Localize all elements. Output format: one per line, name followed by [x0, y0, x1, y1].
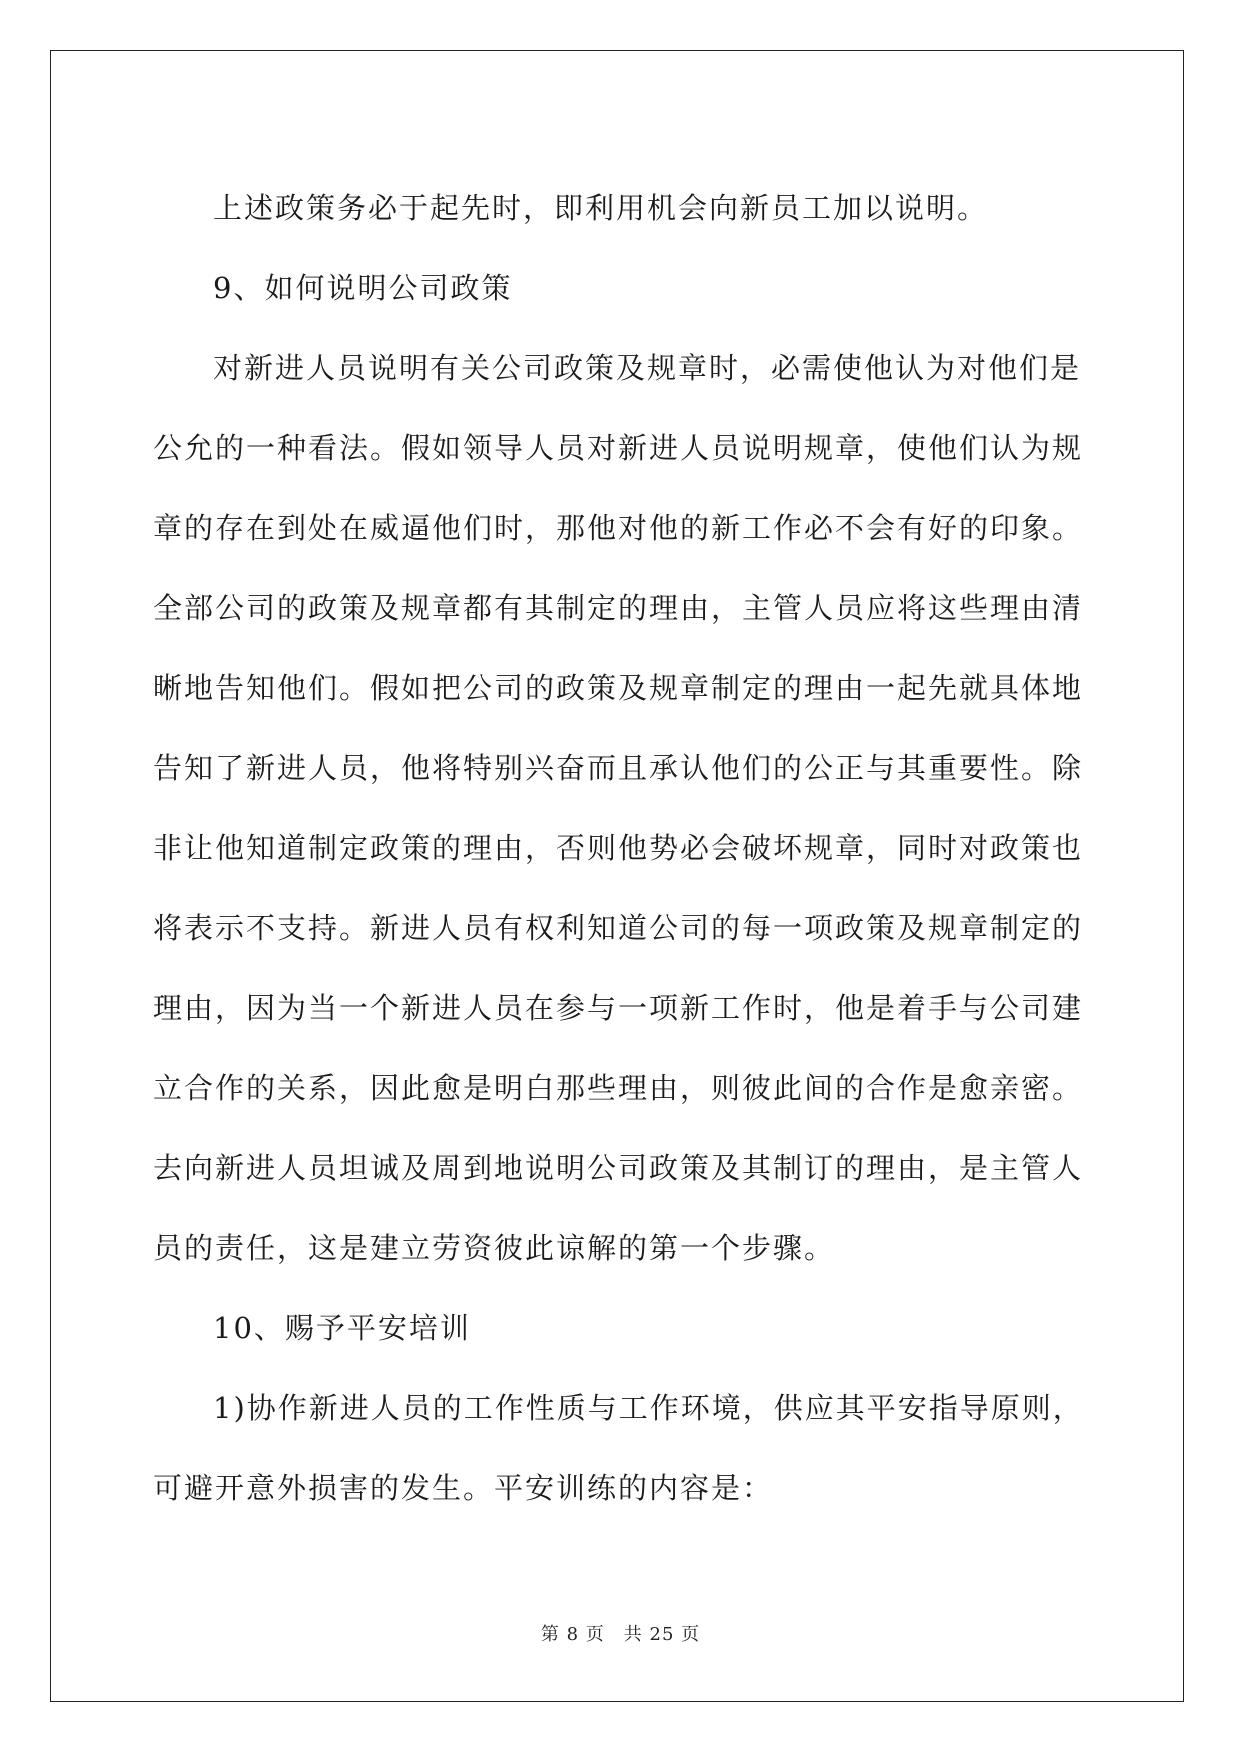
paragraph-intro-policy: 上述政策务必于起先时，即利用机会向新员工加以说明。	[213, 191, 989, 225]
section-heading-10: 10、赐予平安培训	[213, 1311, 471, 1345]
body-line: 公允的一种看法。假如领导人员对新进人员说明规章，使他们认为规	[153, 431, 1084, 465]
body-line: 全部公司的政策及规章都有其制定的理由，主管人员应将这些理由清	[153, 591, 1084, 625]
body-line: 1)协作新进人员的工作性质与工作环境，供应其平安指导原则，	[213, 1391, 1084, 1425]
body-line: 将表示不支持。新进人员有权利知道公司的每一项政策及规章制定的	[153, 911, 1084, 945]
page-number-footer: 第 8 页 共 25 页	[540, 1624, 701, 1645]
body-line: 非让他知道制定政策的理由，否则他势必会破坏规章，同时对政策也	[153, 831, 1084, 865]
body-line: 对新进人员说明有关公司政策及规章时，必需使他认为对他们是	[213, 351, 1082, 385]
body-line: 去向新进人员坦诚及周到地说明公司政策及其制订的理由，是主管人	[153, 1151, 1084, 1185]
body-line: 立合作的关系，因此愈是明白那些理由，则彼此间的合作是愈亲密。	[153, 1071, 1084, 1105]
body-line: 可避开意外损害的发生。平安训练的内容是：	[153, 1471, 774, 1505]
body-line: 理由，因为当一个新进人员在参与一项新工作时，他是着手与公司建	[153, 991, 1084, 1025]
body-line: 章的存在到处在威逼他们时，那他对他的新工作必不会有好的印象。	[153, 511, 1084, 545]
document-body	[153, 168, 1093, 1528]
body-line: 告知了新进人员，他将特别兴奋而且承认他们的公正与其重要性。除	[153, 751, 1084, 785]
section-heading-9: 9、如何说明公司政策	[213, 271, 513, 305]
body-line: 晰地告知他们。假如把公司的政策及规章制定的理由一起先就具体地	[153, 671, 1084, 705]
body-line: 员的责任，这是建立劳资彼此谅解的第一个步骤。	[153, 1231, 836, 1265]
